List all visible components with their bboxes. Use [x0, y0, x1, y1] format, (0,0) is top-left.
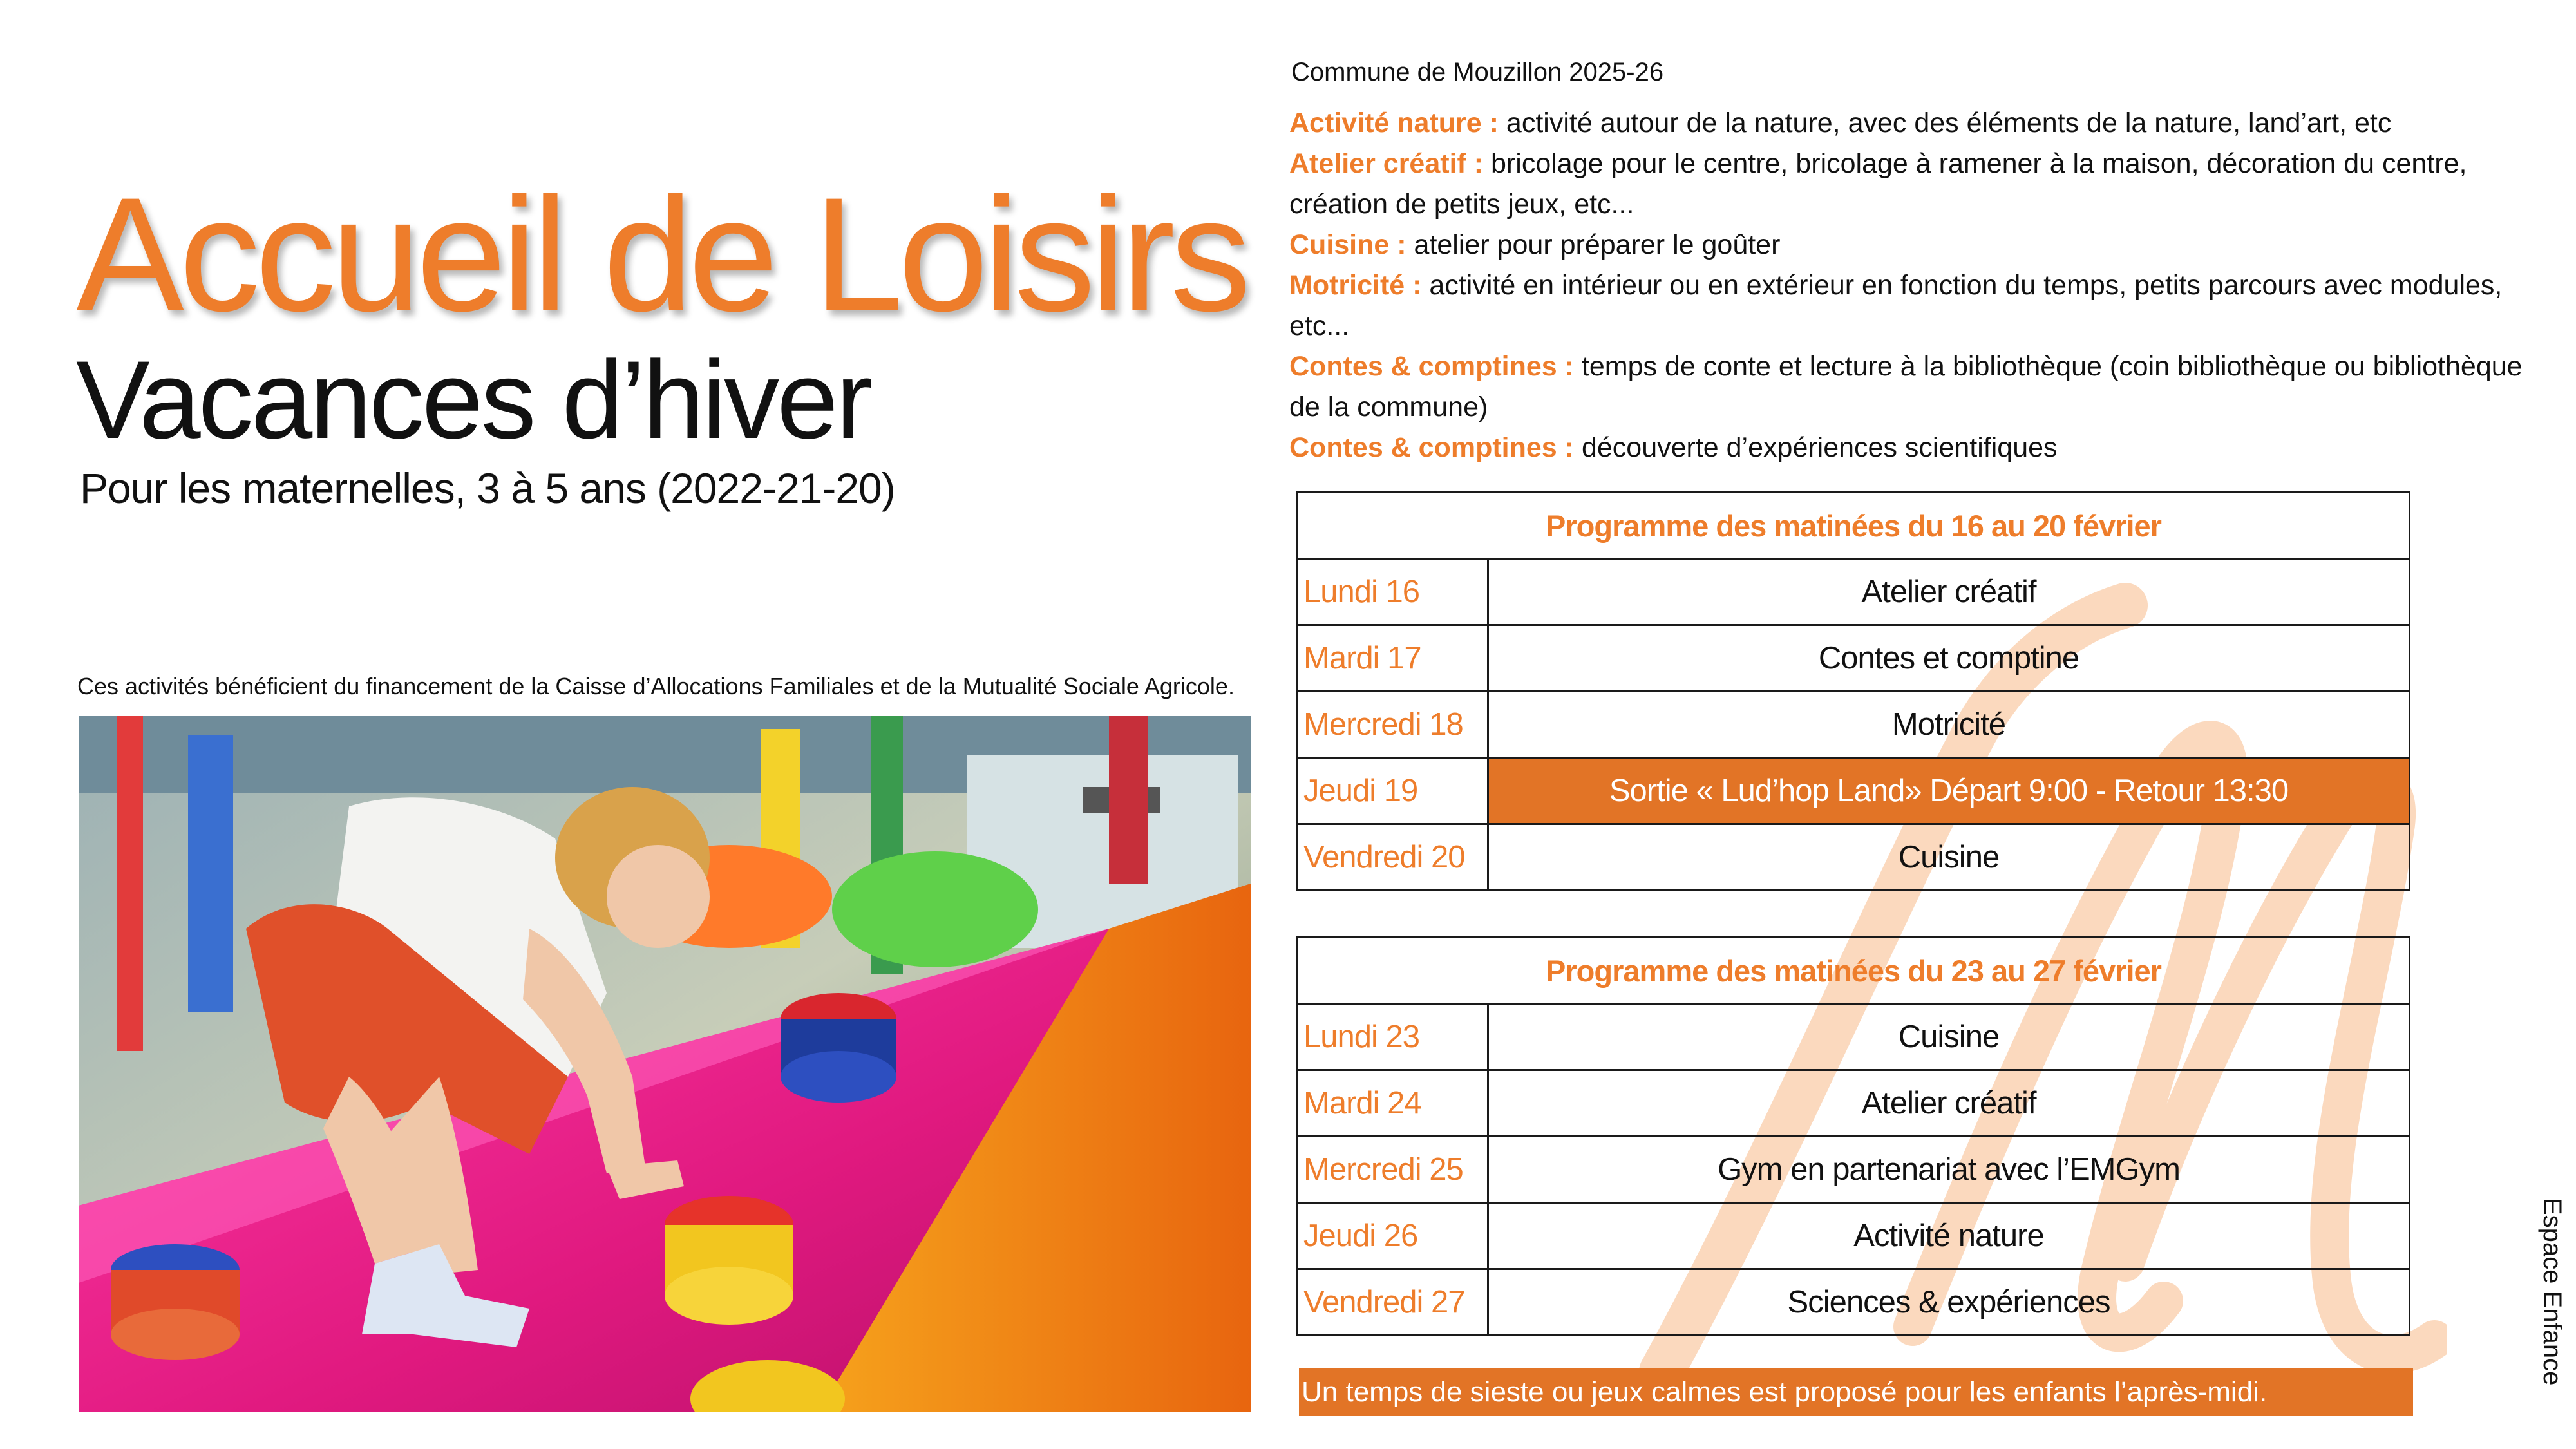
commune-label: Commune de Mouzillon 2025-26 [1291, 58, 1664, 86]
activity-title: Atelier créatif : [1289, 148, 1484, 179]
day-cell: Mardi 24 [1298, 1070, 1488, 1137]
activity-cell: Activité nature [1488, 1203, 2410, 1269]
day-cell: Mercredi 18 [1298, 692, 1488, 758]
table-row [1298, 1269, 2410, 1336]
activity-title: Activité nature : [1289, 108, 1499, 138]
day-cell: Lundi 23 [1298, 1004, 1488, 1070]
activity-title: Motricité : [1289, 270, 1422, 301]
day-cell: Vendredi 27 [1298, 1269, 1488, 1336]
activity-title: Contes & comptines : [1289, 432, 1574, 463]
activity-item [1289, 346, 2539, 428]
play-area-photo [79, 716, 1251, 1412]
activity-cell: Cuisine [1488, 824, 2410, 891]
program-heading: Programme des matinées du 23 au 27 février [1298, 938, 2410, 1004]
activity-title: Cuisine : [1289, 229, 1406, 260]
activities-list [1289, 103, 2539, 468]
activity-text: découverte d’expériences scientifiques [1574, 432, 2058, 463]
table-row [1298, 1070, 2410, 1137]
activity-item [1289, 265, 2539, 346]
table-row [1298, 1004, 2410, 1070]
program-table-week2 [1296, 936, 2410, 1336]
table-row [1298, 559, 2410, 625]
funding-note: Ces activités bénéficient du financement de la Caisse d’Allocations Familiales et de la Mutualité Sociale Agricole. [77, 673, 1235, 699]
activity-cell: Atelier créatif [1488, 559, 2410, 625]
table-row [1298, 625, 2410, 692]
outing-cell: Sortie « Lud’hop Land» Départ 9:00 - Retour 13:30 [1488, 758, 2410, 824]
activity-cell: Gym en partenariat avec l’EMGym [1488, 1137, 2410, 1203]
day-cell: Jeudi 26 [1298, 1203, 1488, 1269]
activity-item [1289, 225, 2539, 265]
day-cell: Jeudi 19 [1298, 758, 1488, 824]
table-row [1298, 824, 2410, 891]
table-row [1298, 692, 2410, 758]
program-heading: Programme des matinées du 16 au 20 février [1298, 493, 2410, 559]
program-table-week1 [1296, 491, 2410, 891]
table-row-highlight [1298, 758, 2410, 824]
page-subtitle: Vacances d’hiver [76, 338, 871, 462]
afternoon-note: Un temps de sieste ou jeux calmes est proposé pour les enfants l’après-midi. [1299, 1368, 2413, 1416]
day-cell: Vendredi 20 [1298, 824, 1488, 891]
side-label: Espace Enfance [2538, 1198, 2566, 1386]
activity-text: activité autour de la nature, avec des éléments de la nature, land’art, etc [1498, 108, 2392, 138]
activity-cell: Contes et comptine [1488, 625, 2410, 692]
table-row [1298, 1203, 2410, 1269]
activity-text: atelier pour préparer le goûter [1406, 229, 1781, 260]
activity-item [1289, 144, 2539, 225]
age-range: Pour les maternelles, 3 à 5 ans (2022-21-20) [80, 464, 895, 512]
activity-text: temps de conte et lecture à la bibliothèque (coin bibliothèque ou bibliothèque de la commune) [1289, 351, 2523, 422]
table-row [1298, 1137, 2410, 1203]
activity-text: activité en intérieur ou en extérieur en fonction du temps, petits parcours avec modules, etc... [1289, 270, 2503, 341]
page-title: Accueil de Loisirs [76, 164, 1246, 345]
activity-cell: Sciences & expériences [1488, 1269, 2410, 1336]
day-cell: Mercredi 25 [1298, 1137, 1488, 1203]
activity-title: Contes & comptines : [1289, 351, 1574, 382]
day-cell: Lundi 16 [1298, 559, 1488, 625]
activity-item [1289, 428, 2539, 468]
day-cell: Mardi 17 [1298, 625, 1488, 692]
activity-cell: Cuisine [1488, 1004, 2410, 1070]
activity-cell: Atelier créatif [1488, 1070, 2410, 1137]
activity-cell: Motricité [1488, 692, 2410, 758]
activity-item [1289, 103, 2539, 144]
activity-text: bricolage pour le centre, bricolage à ramener à la maison, décoration du centre, création de petits jeux, etc... [1289, 148, 2467, 220]
